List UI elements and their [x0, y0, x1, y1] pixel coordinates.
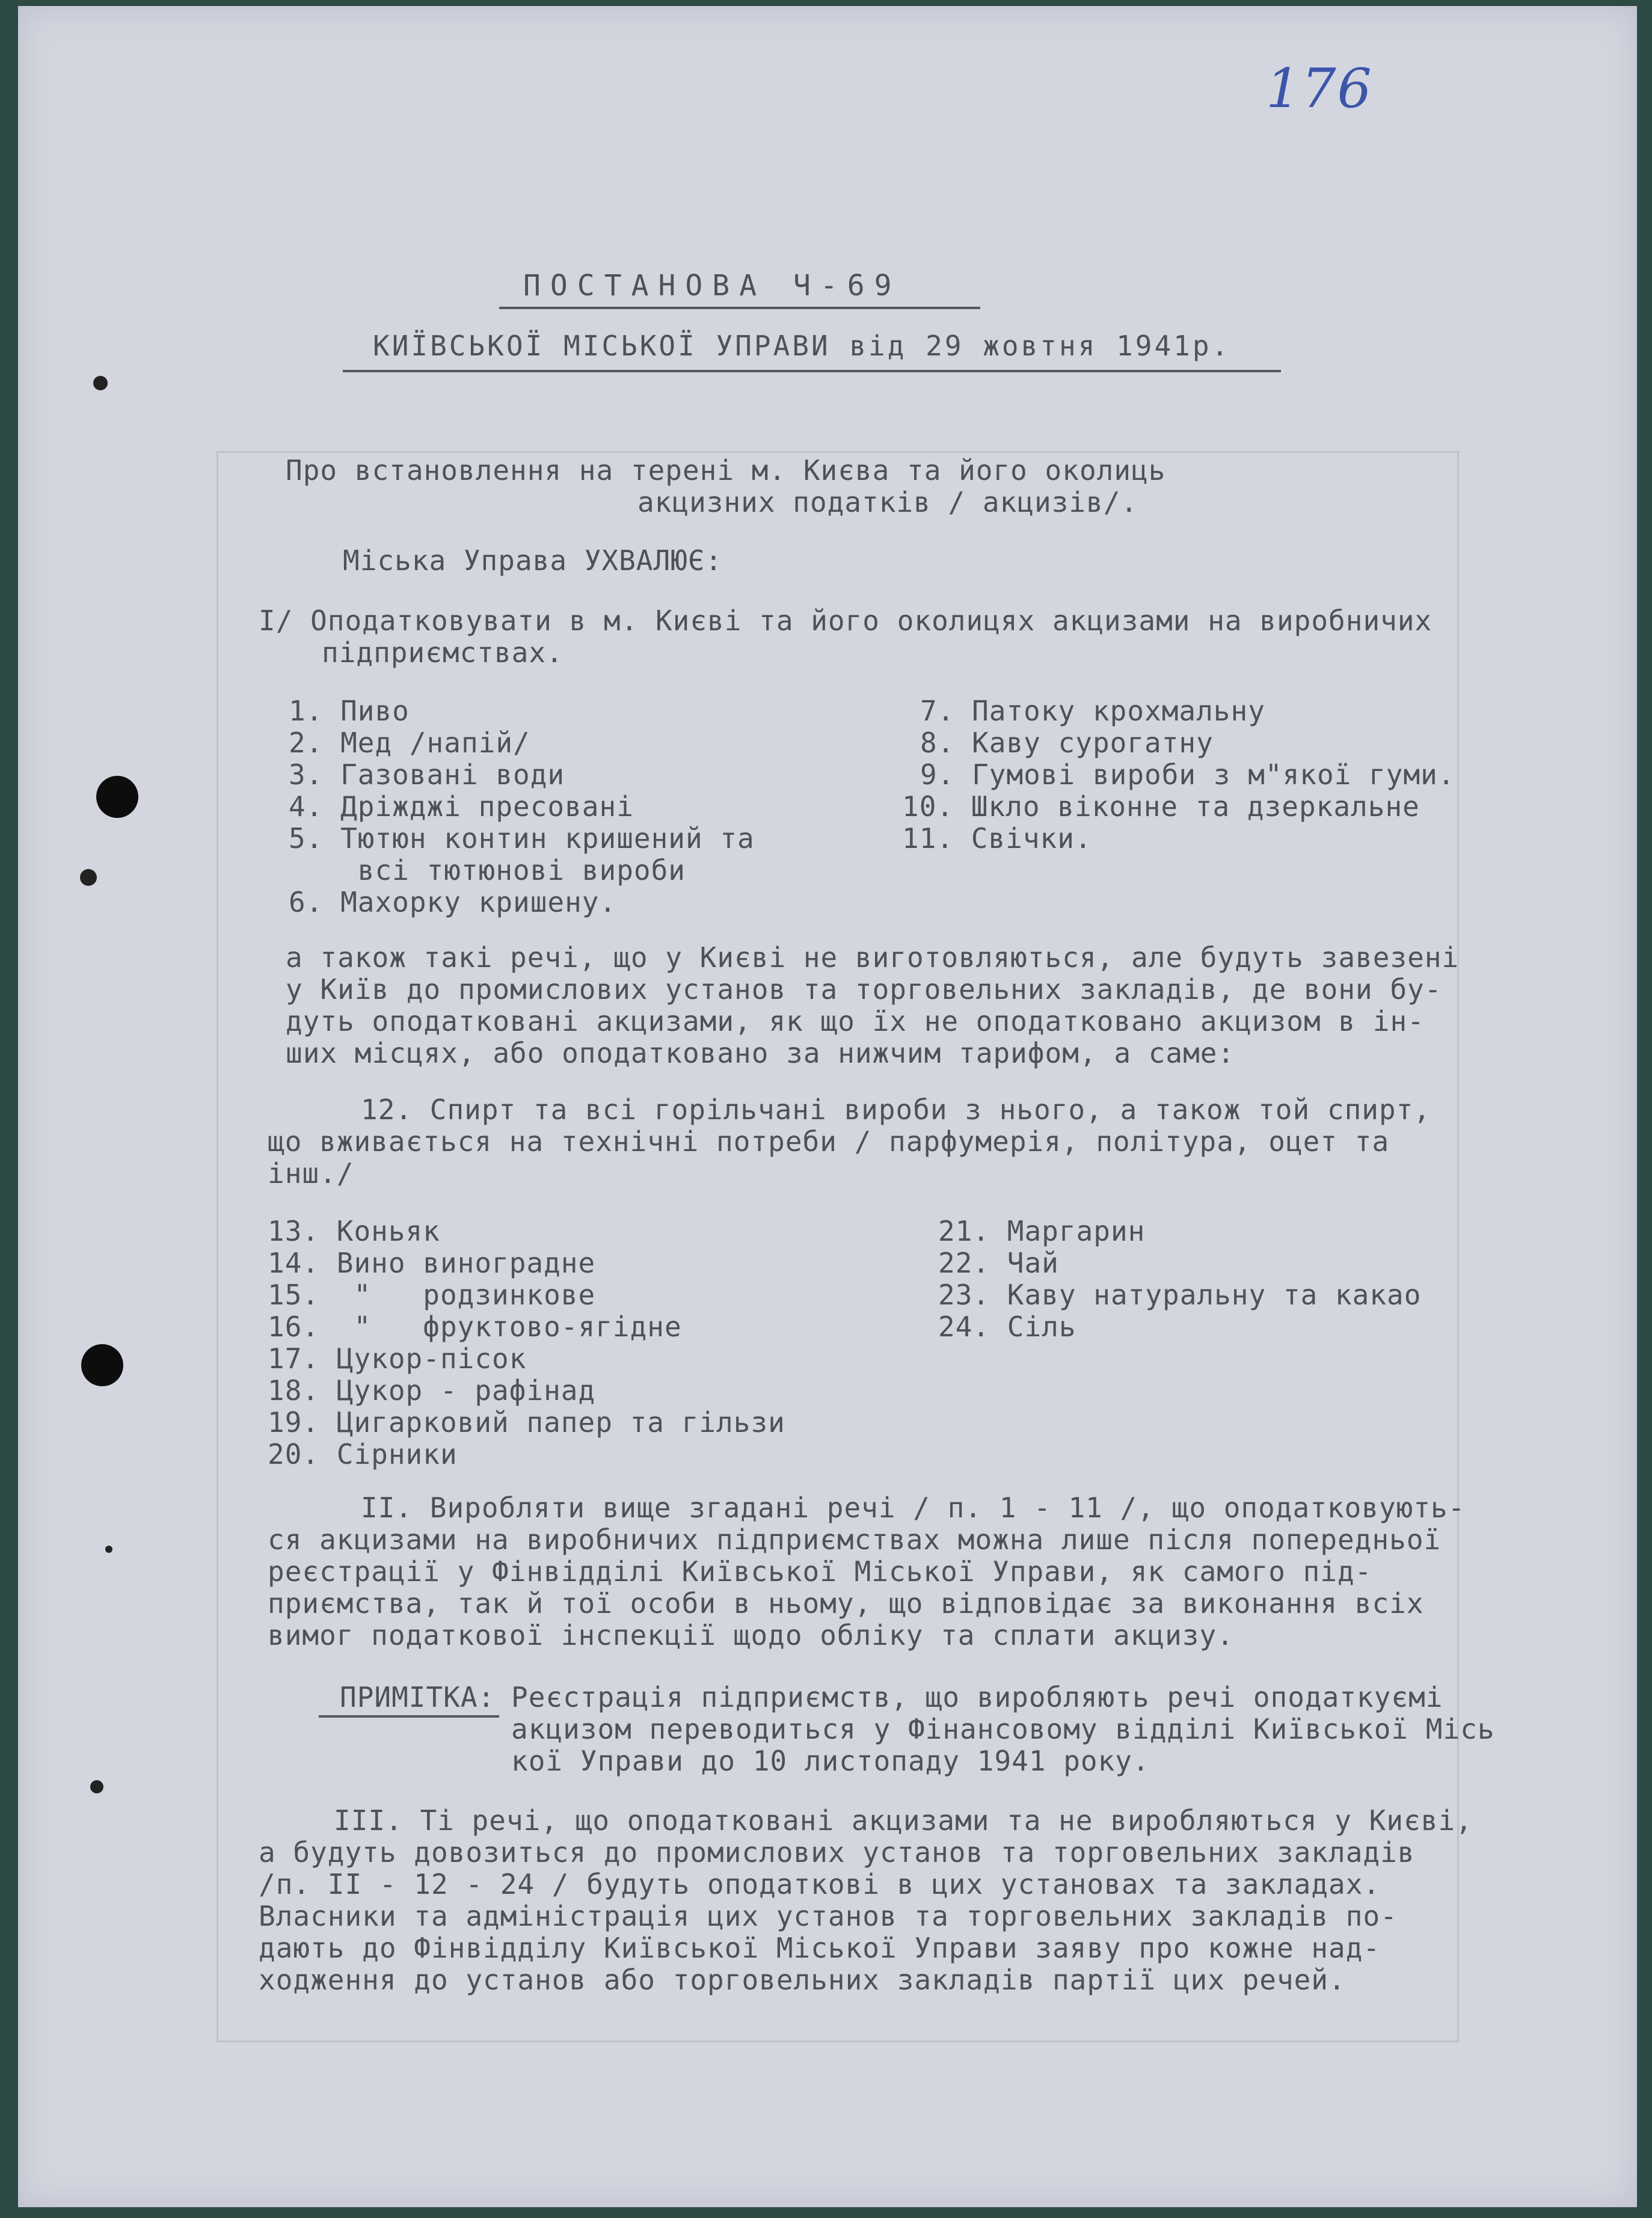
list-item: 10. Шкло віконне та дзеркальне: [902, 790, 1420, 823]
list-item: 9. Гумові вироби з м"якої гуми.: [920, 758, 1455, 791]
section1-line-2: підприємствах.: [322, 636, 563, 669]
subject-line-2: акцизних податків / акцизів/.: [637, 486, 1138, 518]
paragraph-line: 12. Спирт та всі горільчані вироби з нього, а також той спирт,: [361, 1093, 1431, 1126]
document-subtitle: КИЇВСЬКОЇ МІСЬКОЇ УПРАВИ від 29 жовтня 1941р.: [373, 330, 1231, 362]
paragraph-line: реєстрації у Фінвідділі Київської Міської Управи, як самого під-: [268, 1555, 1372, 1588]
title-underline: [499, 307, 980, 309]
list-item: 1. Пиво: [289, 695, 410, 727]
paragraph-line: а будуть довозиться до промислових установ та торговельних закладів: [259, 1836, 1415, 1869]
ink-speck: [80, 869, 97, 886]
paragraph-line: дуть оподатковані акцизами, як що їх не оподатковано акцизом в ін-: [286, 1005, 1425, 1037]
list-item: 2. Мед /напій/: [289, 727, 530, 759]
paragraph-line: у Київ до промислових установ та торговельних закладів, де вони бу-: [286, 973, 1442, 1006]
paragraph-line: ІІІ. Ті речі, що оподатковані акцизами та не виробляються у Києві,: [334, 1804, 1473, 1837]
list-item: 7. Патоку крохмальну: [920, 695, 1265, 727]
list-item: 3. Газовані води: [289, 758, 565, 791]
list-item: 13. Коньяк: [268, 1215, 440, 1247]
subject-line-1: Про встановлення на терені м. Києва та його околиць: [286, 454, 1166, 487]
list-item: 15. " родзинкове: [268, 1279, 596, 1311]
paragraph-line: ІІ. Виробляти вище згадані речі / п. 1 - 11 /, що оподатковують-: [361, 1491, 1466, 1524]
list-item: 21. Маргарин: [938, 1215, 1146, 1247]
paragraph-line: що вживається на технічні потреби / парфумерія, політура, оцет та: [268, 1125, 1390, 1158]
page-number: 176: [1266, 57, 1373, 120]
ink-speck: [90, 1780, 103, 1793]
punch-hole: [81, 1344, 123, 1386]
decision-line: Міська Управа УХВАЛЮЄ:: [343, 544, 723, 577]
paragraph-line: ходження до установ або торговельних закладів партії цих речей.: [259, 1964, 1346, 1996]
list-item: 14. Вино виноградне: [268, 1247, 596, 1279]
list-item: 11. Свічки.: [902, 822, 1092, 855]
list-item: 16. " фруктово-ягідне: [268, 1310, 682, 1343]
paragraph-line: приємства, так й тої особи в ньому, що відповідає за виконання всіх: [268, 1587, 1424, 1620]
note-line: кої Управи до 10 листопаду 1941 року.: [511, 1745, 1150, 1777]
note-label-underline: [319, 1715, 499, 1718]
paragraph-line: Власники та адміністрація цих установ та торговельних закладів по-: [259, 1900, 1398, 1932]
list-item: 5. Тютюн контин кришений та: [289, 822, 755, 855]
list-item: 18. Цукор - рафінад: [268, 1374, 596, 1407]
paragraph-line: /п. ІІ - 12 - 24 / будуть оподаткові в цих установах та закладах.: [259, 1868, 1381, 1900]
paragraph-line: дають до Фінвідділу Київської Міської Управи заяву про кожне над-: [259, 1932, 1381, 1964]
list-item: 24. Сіль: [938, 1310, 1076, 1343]
list-item: 19. Цигарковий папер та гільзи: [268, 1406, 785, 1439]
paragraph-line: інш./: [268, 1157, 354, 1190]
list-item: 23. Каву натуральну та какао: [938, 1279, 1422, 1311]
list-item: 8. Каву сурогатну: [920, 727, 1214, 759]
paragraph-line: ших місцях, або оподатковано за нижчим тарифом, а саме:: [286, 1037, 1235, 1069]
note-label: ПРИМІТКА:: [340, 1681, 496, 1713]
punch-hole: [96, 776, 138, 818]
ink-speck: [105, 1546, 112, 1553]
paragraph-line: а також такі речі, що у Києві не виготовляються, але будуть завезені: [286, 941, 1460, 974]
list-item: 4. Дріжджі пресовані: [289, 790, 634, 823]
list-item: 17. Цукор-пісок: [268, 1342, 527, 1375]
section1-line-1: І/ Оподатковувати в м. Києві та його околицях акцизами на виробничих: [259, 604, 1432, 637]
ink-speck: [93, 376, 108, 390]
list-item: 22. Чай: [938, 1247, 1059, 1279]
list-item: 6. Махорку кришену.: [289, 886, 617, 918]
document-page: [18, 6, 1637, 2207]
paragraph-line: вимог податкової інспекції щодо обліку та сплати акцизу.: [268, 1619, 1234, 1651]
list-item: 20. Сірники: [268, 1438, 458, 1470]
paragraph-line: ся акцизами на виробничих підприємствах можна лише після попередньої: [268, 1523, 1442, 1556]
note-line: акцизом переводиться у Фінансовому відділі Київської Місь: [511, 1713, 1495, 1745]
document-title: ПОСТАНОВА Ч-69: [523, 269, 901, 303]
subtitle-underline: [343, 370, 1281, 372]
list-item: всі тютюнові вироби: [289, 854, 686, 886]
note-line: Реєстрація підприємств, що виробляють речі оподаткуємі: [511, 1681, 1443, 1713]
